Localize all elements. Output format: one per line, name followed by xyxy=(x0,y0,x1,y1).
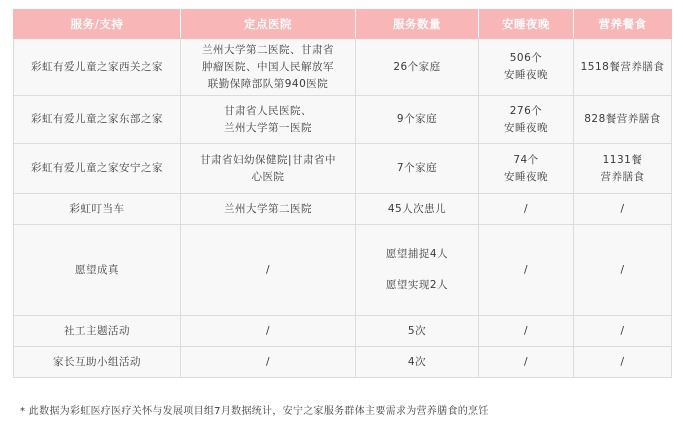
cell-meals: / xyxy=(574,316,672,347)
cell-night: / xyxy=(479,347,574,378)
cell-quantity-line: 愿望捕捉4人 xyxy=(385,248,449,260)
cell-quantity: 7个家庭 xyxy=(356,144,479,194)
cell-hospital xyxy=(181,39,356,96)
table-row xyxy=(14,96,672,144)
cell-service: 彩虹有爱儿童之家安宁之家 xyxy=(14,144,181,194)
cell-hospital xyxy=(181,144,356,194)
cell-meals-line: 1131餐 xyxy=(602,153,643,166)
cell-quantity: 5次 xyxy=(356,316,479,347)
cell-night xyxy=(479,39,574,96)
cell-meals: 1518餐营养膳食 xyxy=(574,39,672,96)
cell-hospital-line: 兰州大学第一医院 xyxy=(224,121,312,134)
cell-night-line: 506个 xyxy=(509,52,543,64)
cell-night xyxy=(479,144,574,194)
cell-meals-line: 营养膳食 xyxy=(600,170,645,183)
footnote: * 此数据为彩虹医疗医疗关怀与发展项目组7月数据统计，安宁之家服务群体主要需求为营养膳食的烹饪 xyxy=(20,406,489,417)
cell-meals: / xyxy=(574,225,672,316)
table-row xyxy=(14,194,672,225)
table-row xyxy=(14,144,672,194)
cell-hospital: / xyxy=(181,225,356,316)
header-night: 安睡夜晚 xyxy=(479,10,574,39)
cell-quantity: 4次 xyxy=(356,347,479,378)
cell-night: / xyxy=(479,316,574,347)
table-row xyxy=(14,39,672,96)
cell-service: 愿望成真 xyxy=(14,225,181,316)
cell-night: / xyxy=(479,225,574,316)
cell-night-line: 安睡夜晚 xyxy=(504,121,548,134)
cell-night: / xyxy=(479,194,574,225)
cell-hospital-line: 肿瘤医院、中国人民解放军 xyxy=(202,60,334,73)
header-quantity: 服务数量 xyxy=(356,10,479,39)
cell-night xyxy=(479,96,574,144)
cell-meals: / xyxy=(574,194,672,225)
cell-hospital-line: 心医院 xyxy=(251,170,285,183)
cell-night-line: 安睡夜晚 xyxy=(504,170,548,183)
cell-hospital-line: 甘肃省人民医院、 xyxy=(224,104,312,117)
cell-quantity: 26个家庭 xyxy=(356,39,479,96)
cell-quantity: 9个家庭 xyxy=(356,96,479,144)
table-header-row xyxy=(14,10,672,39)
cell-quantity: 45人次患儿 xyxy=(356,194,479,225)
cell-meals xyxy=(574,144,672,194)
table-row xyxy=(14,225,672,316)
cell-night-line: 276个 xyxy=(509,104,543,117)
cell-service: 社工主题活动 xyxy=(14,316,181,347)
cell-quantity xyxy=(356,225,479,316)
cell-hospital-line: 联勤保障部队第940医院 xyxy=(207,77,329,90)
cell-hospital: / xyxy=(181,347,356,378)
cell-hospital-line: 兰州大学第二医院、甘肃省 xyxy=(202,43,334,56)
cell-night-line: 安睡夜晚 xyxy=(504,69,548,81)
cell-meals: / xyxy=(574,347,672,378)
header-service: 服务/支持 xyxy=(14,10,181,39)
cell-hospital xyxy=(181,96,356,144)
cell-hospital: 兰州大学第二医院 xyxy=(181,194,356,225)
cell-service: 彩虹叮当车 xyxy=(14,194,181,225)
table-row xyxy=(14,347,672,378)
cell-meals: 828餐营养膳食 xyxy=(574,96,672,144)
cell-service: 家长互助小组活动 xyxy=(14,347,181,378)
cell-hospital: / xyxy=(181,316,356,347)
table-row xyxy=(14,316,672,347)
cell-service: 彩虹有爱儿童之家西关之家 xyxy=(14,39,181,96)
service-table xyxy=(13,9,672,378)
cell-hospital-line: 甘肃省妇幼保健院|甘肃省中 xyxy=(199,153,337,166)
cell-quantity-line: 愿望实现2人 xyxy=(385,279,449,291)
header-meals: 营养餐食 xyxy=(574,10,672,39)
cell-night-line: 74个 xyxy=(513,153,539,166)
header-hospital: 定点医院 xyxy=(181,10,356,39)
cell-service: 彩虹有爱儿童之家东部之家 xyxy=(14,96,181,144)
